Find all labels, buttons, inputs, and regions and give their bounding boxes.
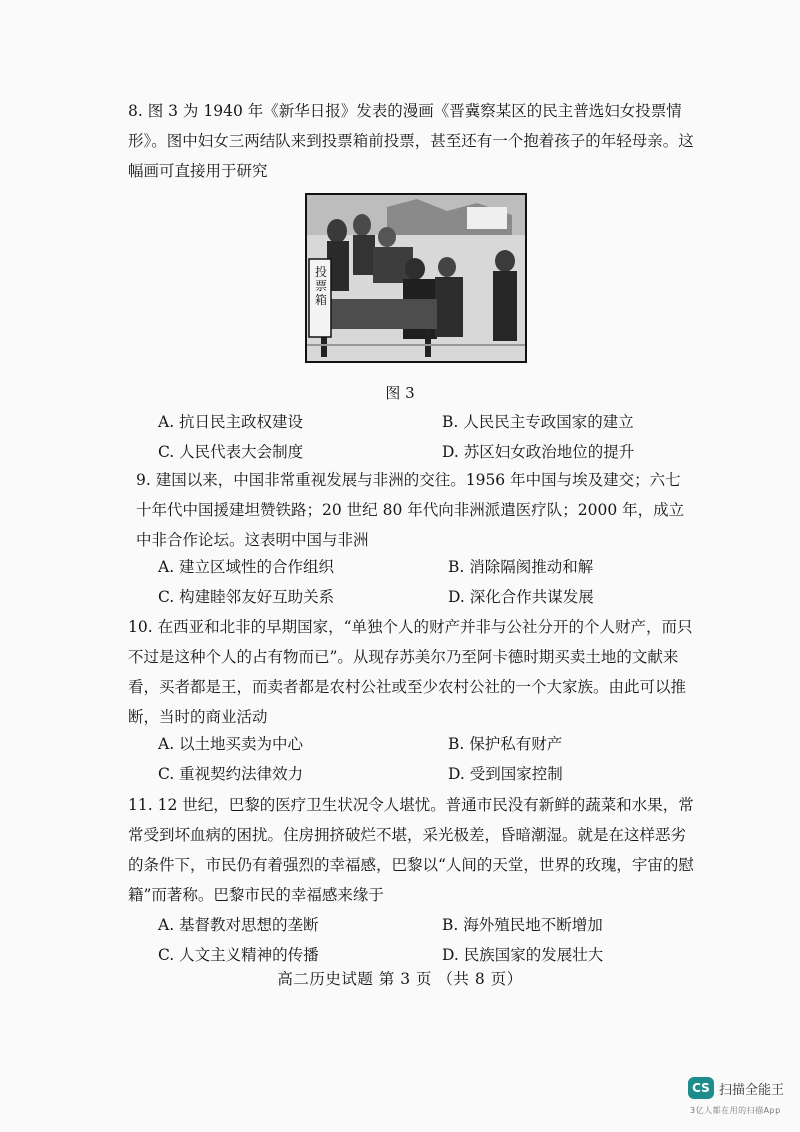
question-10 xyxy=(128,612,696,732)
option-d[interactable]: D. 苏区妇女政治地位的提升 xyxy=(442,443,635,461)
question-9 xyxy=(136,465,696,555)
watermark-app-name: 扫描全能王 xyxy=(719,1083,785,1098)
option-c[interactable]: C. 构建睦邻友好互助关系 xyxy=(158,588,335,606)
question-11 xyxy=(128,790,696,910)
watermark-tagline: 3亿人都在用的扫描App xyxy=(690,1106,781,1115)
options-row xyxy=(158,910,698,940)
options-row xyxy=(158,407,698,437)
option-a[interactable]: A. 以土地买卖为中心 xyxy=(158,735,304,753)
scanner-watermark xyxy=(686,1074,794,1122)
options-row xyxy=(158,552,698,582)
question-11-stem: 11. 12 世纪，巴黎的医疗卫生状况令人堪忧。普通市民没有新鲜的蔬菜和水果，常常受到坏血病的困扰。住房拥挤破烂不堪，采光极差，昏暗潮湿。就是在这样恶劣的条件下，市民仍有着强烈的幸福感，巴黎以“人间的天堂，世界的玫瑰，宇宙的慰籍”而著称。巴黎市民的幸福感来缘于 xyxy=(128,796,694,904)
question-10-options xyxy=(158,729,698,789)
option-d[interactable]: D. 受到国家控制 xyxy=(448,765,563,783)
options-row xyxy=(158,759,698,789)
option-b[interactable]: B. 海外殖民地不断增加 xyxy=(442,916,603,934)
options-row xyxy=(158,940,698,970)
question-8-stem: 8. 图 3 为 1940 年《新华日报》发表的漫画《晋冀察某区的民主普选妇女投票情形》。图中妇女三两结队来到投票箱前投票，甚至还有一个抱着孩子的年轻母亲。这幅画可直接用于研究 xyxy=(128,102,694,180)
question-9-options xyxy=(158,552,698,612)
option-c[interactable]: C. 重视契约法律效力 xyxy=(158,765,304,783)
option-a[interactable]: A. 抗日民主政权建设 xyxy=(158,413,304,431)
option-d[interactable]: D. 深化合作共谋发展 xyxy=(448,588,594,606)
question-8 xyxy=(128,96,696,186)
cartoon-image xyxy=(305,193,527,363)
option-c[interactable]: C. 人民代表大会制度 xyxy=(158,443,304,461)
option-b[interactable]: B. 人民民主专政国家的建立 xyxy=(442,413,634,431)
question-10-stem: 10. 在西亚和北非的早期国家，“单独个人的财产并非与公社分开的个人财产，而只不过是这种个人的占有物而已”。从现存苏美尔乃至阿卡德时期买卖土地的文献来看，买者都是王，而卖者都是农村公社或至少农村公社的一个大家族。由此可以推断，当时的商业活动 xyxy=(128,618,693,726)
options-row xyxy=(158,729,698,759)
options-row xyxy=(158,582,698,612)
option-d[interactable]: D. 民族国家的发展壮大 xyxy=(442,946,604,964)
figure-caption: 图 3 xyxy=(385,384,415,402)
ballot-box-label: 投票箱 xyxy=(314,265,327,307)
option-a[interactable]: A. 基督教对思想的垄断 xyxy=(158,916,319,934)
options-row xyxy=(158,437,698,467)
option-b[interactable]: B. 保护私有财产 xyxy=(448,735,563,753)
option-b[interactable]: B. 消除隔阂推动和解 xyxy=(448,558,594,576)
question-11-options xyxy=(158,910,698,970)
question-8-options xyxy=(158,407,698,467)
question-9-stem: 9. 建国以来，中国非常重视发展与非洲的交往。1956 年中国与埃及建交；六七十年代中国援建坦赞铁路；20 世纪 80 年代向非洲派遣医疗队；2000 年，成立中非合作论坛。这表明中国与非洲 xyxy=(136,471,685,549)
camscanner-logo-icon: CS xyxy=(688,1077,714,1099)
option-c[interactable]: C. 人文主义精神的传播 xyxy=(158,946,319,964)
option-a[interactable]: A. 建立区域性的合作组织 xyxy=(158,558,335,576)
cartoon-illustration xyxy=(307,195,525,361)
page-footer: 高二历史试题 第 3 页 （共 8 页） xyxy=(277,970,523,988)
